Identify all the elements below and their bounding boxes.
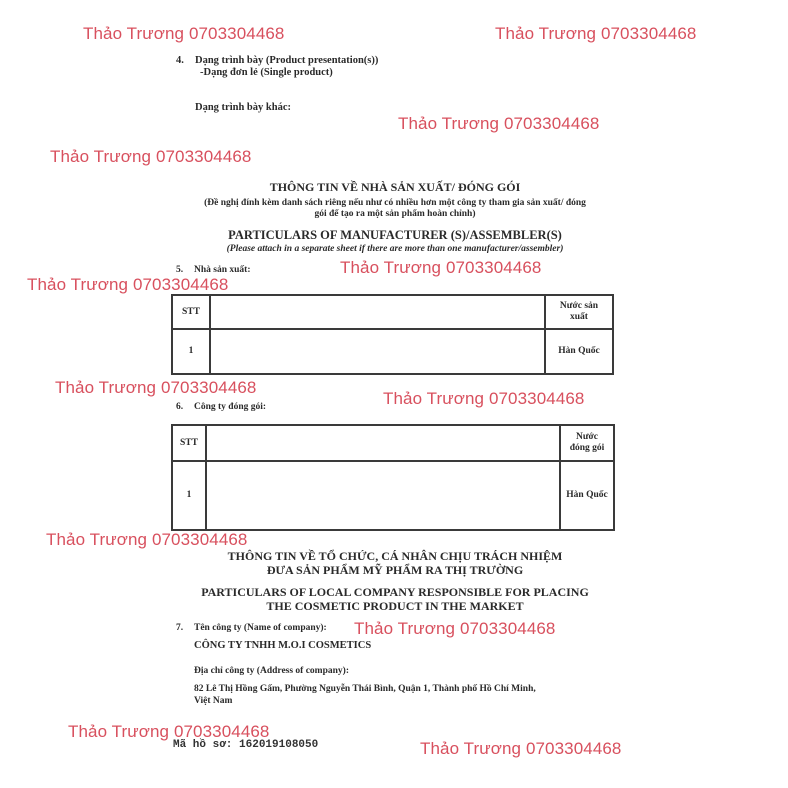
manufacturer-row-stt: 1 — [172, 329, 210, 374]
watermark: Thảo Trương 0703304468 — [46, 530, 248, 549]
company-name: CÔNG TY TNHH M.O.I COSMETICS — [194, 640, 372, 651]
product-presentation-value: -Dạng đơn lẻ (Single product) — [200, 67, 333, 78]
section-7-title: Tên công ty (Name of company): — [194, 623, 327, 633]
local-company-heading-en-2: THE COSMETIC PRODUCT IN THE MARKET — [266, 599, 524, 613]
watermark: Thảo Trương 0703304468 — [83, 24, 285, 43]
section-5-number: 5. — [176, 265, 184, 275]
manufacturer-table — [171, 294, 614, 375]
local-company-heading-vi-1: THÔNG TIN VỀ TỔ CHỨC, CÁ NHÂN CHỊU TRÁCH NHIỆM — [227, 549, 563, 563]
assembler-row-stt: 1 — [172, 461, 206, 530]
section-6-number: 6. — [176, 402, 184, 412]
manufacturer-header-name — [210, 295, 545, 329]
address-line-2: Việt Nam — [194, 696, 233, 706]
manufacturer-row-country: Hàn Quốc — [545, 329, 613, 374]
watermark: Thảo Trương 0703304468 — [340, 258, 542, 277]
section-4-number: 4. — [176, 55, 184, 66]
section-4-title: Dạng trình bày (Product presentation(s)) — [195, 55, 379, 66]
manufacturer-heading-en: PARTICULARS OF MANUFACTURER (S)/ASSEMBLER(S) — [228, 228, 562, 242]
table-row — [172, 329, 613, 374]
watermark: Thảo Trương 0703304468 — [68, 722, 270, 741]
watermark: Thảo Trương 0703304468 — [50, 147, 252, 166]
watermark: Thảo Trương 0703304468 — [383, 389, 585, 408]
assembler-header-stt: STT — [172, 425, 206, 461]
address-label: Địa chỉ công ty (Address of company): — [194, 666, 349, 676]
manufacturer-header-stt: STT — [172, 295, 210, 329]
assembler-row-name — [206, 461, 560, 530]
assembler-header-country: Nước đóng gói — [560, 425, 614, 461]
address-line-1: 82 Lê Thị Hồng Gấm, Phường Nguyễn Thái Bình, Quận 1, Thành phố Hồ Chí Minh, — [194, 684, 536, 694]
manufacturer-heading-vi: THÔNG TIN VỀ NHÀ SẢN XUẤT/ ĐÓNG GÓI — [269, 180, 521, 194]
assembler-row-country: Hàn Quốc — [560, 461, 614, 530]
manufacturer-note-vi-1: (Đề nghị đính kèm danh sách riêng nếu như có nhiều hơn một công ty tham gia sản xuất/ đóng — [204, 198, 586, 208]
watermark: Thảo Trương 0703304468 — [27, 275, 229, 294]
table-row — [172, 461, 614, 530]
record-code: Mã hồ sơ: 162019108050 — [173, 739, 319, 751]
watermark: Thảo Trương 0703304468 — [420, 739, 622, 758]
local-company-heading-en-1: PARTICULARS OF LOCAL COMPANY RESPONSIBLE FOR PLACING — [201, 585, 589, 599]
other-presentation-label: Dạng trình bày khác: — [195, 102, 291, 113]
section-7-number: 7. — [176, 623, 184, 633]
assembler-header-name — [206, 425, 560, 461]
section-6-title: Công ty đóng gói: — [194, 402, 267, 412]
manufacturer-note-vi-2: gói để tạo ra một sản phẩm hoàn chỉnh) — [314, 209, 476, 219]
local-company-heading-vi-2: ĐƯA SẢN PHẨM MỸ PHẨM RA THỊ TRƯỜNG — [266, 563, 524, 577]
watermark: Thảo Trương 0703304468 — [55, 378, 257, 397]
assembler-table — [171, 424, 615, 531]
manufacturer-header-country: Nước sản xuất — [545, 295, 613, 329]
manufacturer-note-en: (Please attach in a separate sheet if there are more than one manufacturer/assembler) — [226, 244, 564, 254]
manufacturer-row-name — [210, 329, 545, 374]
watermark: Thảo Trương 0703304468 — [398, 114, 600, 133]
watermark: Thảo Trương 0703304468 — [495, 24, 697, 43]
section-5-title: Nhà sản xuất: — [194, 265, 251, 275]
watermark: Thảo Trương 0703304468 — [354, 619, 556, 638]
